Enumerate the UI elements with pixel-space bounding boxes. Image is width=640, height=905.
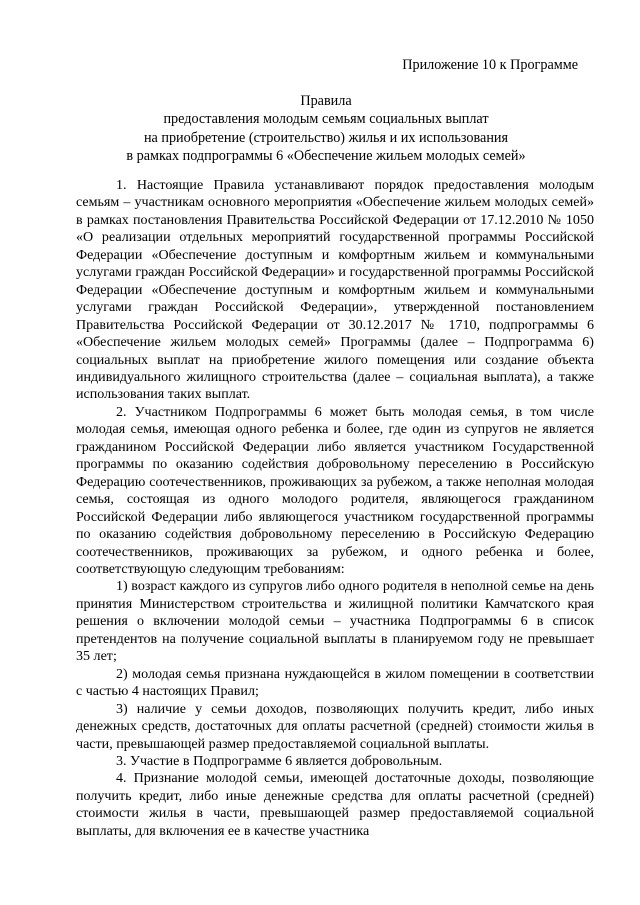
title-line-4: в рамках подпрограммы 6 «Обеспечение жильем молодых семей»	[126, 148, 526, 165]
paragraph-3: 3. Участие в Подпрограмме 6 является добровольным.	[116, 752, 443, 769]
title-line-3: на приобретение (строительство) жилья и их использования	[143, 129, 509, 146]
paragraph-4: 4. Признание молодой семьи, имеющей достаточные доходы, позволяющие получить кредит, либо иные денежные средства для оплаты расчетной (средней) стоимости жилья в части, превышающей размер предоставляемой социальной выплаты, для включения ее в качестве участника	[76, 770, 594, 839]
title-line-2: предоставления молодым семьям социальных выплат	[163, 111, 489, 128]
paragraph-1: 1. Настоящие Правила устанавливают порядок предоставления молодым семьям – участникам основного мероприятия «Обеспечение жильем молодых семей» в рамках постановления Правительства Российской Федерации от 17.12.2010 № 1050 «О реализации отдельных мероприятий государственной программы Российской Федерации «Обеспечение доступным и комфортным жильем и коммунальными услугами граждан Российской Федерации» и государственной программы Российской Федерации «Обеспечение доступным и комфортным жильем и коммунальными услугами граждан Российской Федерации», утвержденной постановлением Правительства Российской Федерации от 30.12.2017 № 1710, подпрограммы 6 «Обеспечение жильем молодых семей» Программы (далее – Подпрограмма 6) социальных выплат на приобретение жилого помещения или создание объекта индивидуального жилищного строительства (далее – социальная выплата), а также использования таких выплат.	[76, 177, 594, 403]
subitem-1: 1) возраст каждого из супругов либо одного родителя в неполной семье на день принятия Министерством строительства и жилищной политики Камчатского края решения о включении молодой семьи – участника Подпрограммы 6 в список претендентов на получение социальной выплаты в планируемом году не превышает 35 лет;	[76, 578, 594, 665]
subitem-2: 2) молодая семья признана нуждающейся в жилом помещении в соответствии с частью 4 настоящих Правил;	[76, 665, 594, 700]
appendix-label: Приложение 10 к Программе	[402, 57, 578, 73]
title-line-1: Правила	[300, 93, 352, 109]
paragraph-2: 2. Участником Подпрограммы 6 может быть молодая семья, в том числе молодая семья, имеющая одного ребенка и более, где один из супругов не является гражданином Российской Федерации либо является участником Государственной программы по оказанию содействия добровольному переселению в Российскую Федерацию соотечественников, проживающих за рубежом, а также неполная молодая семья, состоящая из одного молодого родителя, являющегося гражданином Российской Федерации либо являющегося участником государственной программы по оказанию содействия добровольному переселению в Российскую Федерацию соотечественников, проживающих за рубежом, и одного ребенка и более, соответствующую следующим требованиям:	[76, 403, 594, 577]
document-body	[76, 177, 594, 840]
document-title	[66, 92, 586, 166]
subitem-3: 3) наличие у семьи доходов, позволяющих получить кредит, либо иных денежных средств, достаточных для оплаты расчетной (средней) стоимости жилья в части, превышающей размер предоставляемой социальной выплаты.	[76, 700, 594, 752]
